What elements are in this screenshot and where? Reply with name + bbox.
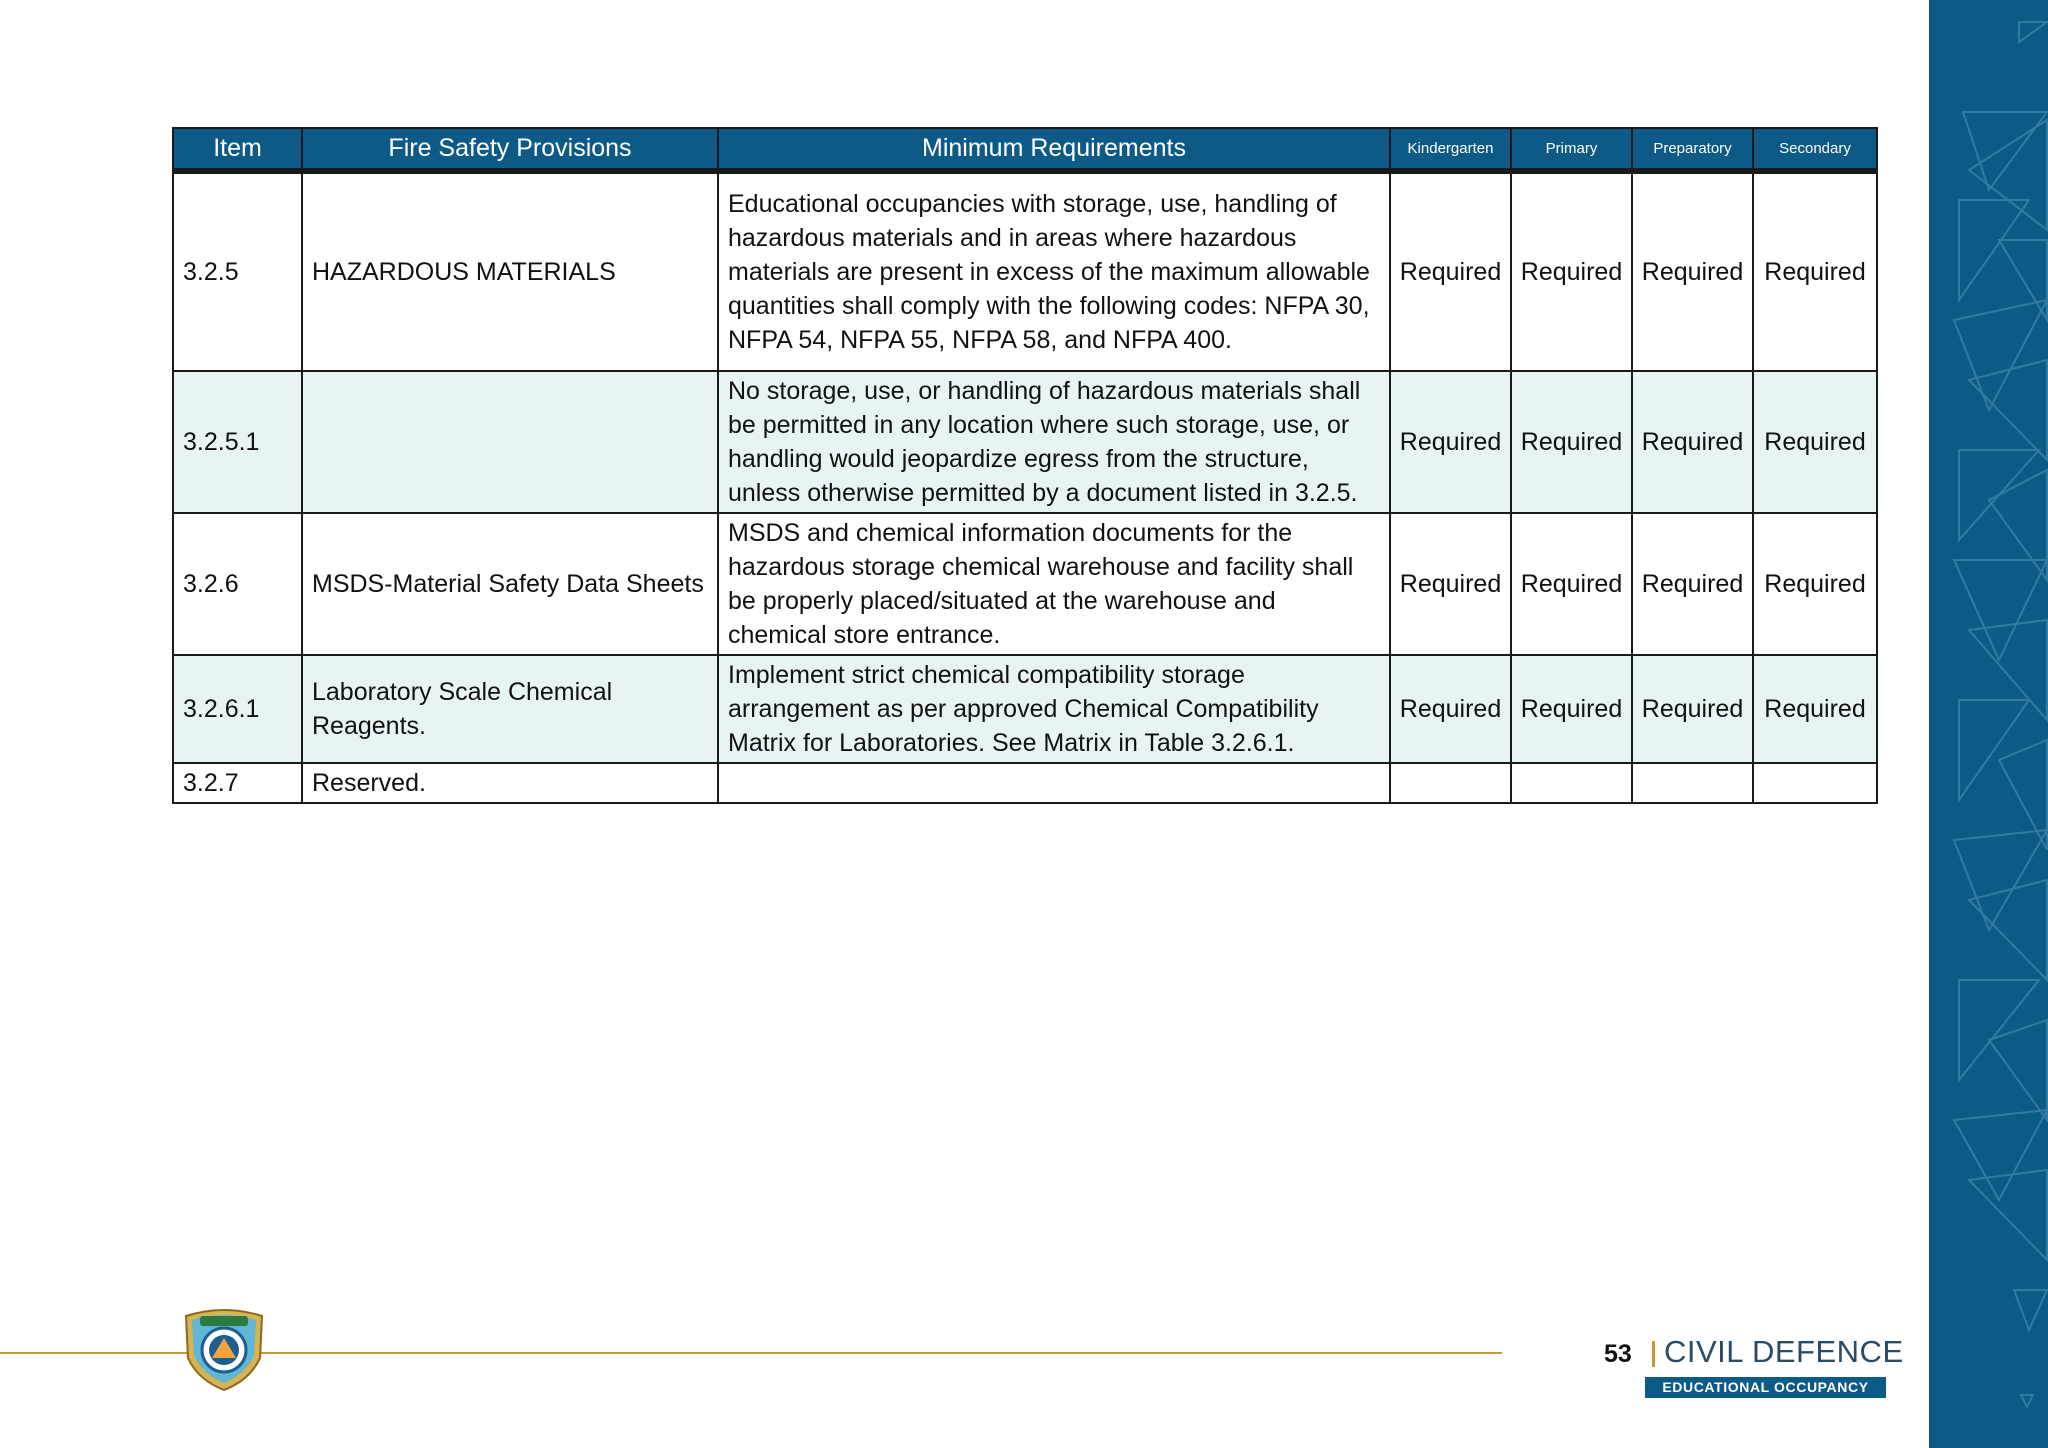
row-primary: Required [1511, 171, 1632, 371]
table-row [173, 371, 1877, 513]
footer-separator [1652, 1341, 1655, 1367]
row-preparatory: Required [1632, 513, 1753, 655]
row-provision: Reserved. [302, 763, 718, 803]
row-kindergarten: Required [1390, 655, 1511, 763]
row-primary: Required [1511, 513, 1632, 655]
row-secondary: Required [1753, 371, 1877, 513]
row-requirement: No storage, use, or handling of hazardous materials shall be permitted in any location where such storage, use, or handling would jeopardize egress from the structure, unless otherwise permitted by a document listed in 3.2.5. [718, 371, 1390, 513]
row-item: 3.2.7 [173, 763, 302, 803]
header-secondary: Secondary [1753, 128, 1877, 171]
table-row [173, 171, 1877, 371]
row-kindergarten [1390, 763, 1511, 803]
row-provision: HAZARDOUS MATERIALS [302, 171, 718, 371]
footer-subtitle-badge: EDUCATIONAL OCCUPANCY [1645, 1377, 1886, 1398]
row-primary: Required [1511, 655, 1632, 763]
fire-safety-table [172, 127, 1878, 804]
header-requirements: Minimum Requirements [718, 128, 1390, 171]
header-primary: Primary [1511, 128, 1632, 171]
decorative-side-band [1929, 0, 2048, 1448]
civil-defence-emblem-icon [180, 1308, 268, 1392]
row-primary: Required [1511, 371, 1632, 513]
row-preparatory: Required [1632, 371, 1753, 513]
footer-title: CIVIL DEFENCE [1664, 1334, 1904, 1369]
table-row [173, 763, 1877, 803]
header-item: Item [173, 128, 302, 171]
header-kindergarten: Kindergarten [1390, 128, 1511, 171]
row-requirement: Implement strict chemical compatibility storage arrangement as per approved Chemical Compatibility Matrix for Laboratories. See Matrix in Table 3.2.6.1. [718, 655, 1390, 763]
table-row [173, 655, 1877, 763]
row-secondary: Required [1753, 655, 1877, 763]
page-number: 53 [1604, 1340, 1632, 1368]
row-item: 3.2.5 [173, 171, 302, 371]
row-item: 3.2.5.1 [173, 371, 302, 513]
row-preparatory: Required [1632, 655, 1753, 763]
header-preparatory: Preparatory [1632, 128, 1753, 171]
row-provision: MSDS-Material Safety Data Sheets [302, 513, 718, 655]
row-secondary [1753, 763, 1877, 803]
row-provision [302, 371, 718, 513]
row-kindergarten: Required [1390, 171, 1511, 371]
row-item: 3.2.6.1 [173, 655, 302, 763]
table-header-row [173, 128, 1877, 171]
row-item: 3.2.6 [173, 513, 302, 655]
row-requirement: Educational occupancies with storage, use, handling of hazardous materials and in areas where hazardous materials are present in excess of the maximum allowable quantities shall comply with the following codes: NFPA 30, NFPA 54, NFPA 55, NFPA 58, and NFPA 400. [718, 171, 1390, 371]
header-provisions: Fire Safety Provisions [302, 128, 718, 171]
row-primary [1511, 763, 1632, 803]
row-requirement: MSDS and chemical information documents for the hazardous storage chemical warehouse and facility shall be properly placed/situated at the warehouse and chemical store entrance. [718, 513, 1390, 655]
triangle-pattern-icon [1929, 0, 2048, 1448]
row-requirement [718, 763, 1390, 803]
row-secondary: Required [1753, 513, 1877, 655]
row-kindergarten: Required [1390, 371, 1511, 513]
row-secondary: Required [1753, 171, 1877, 371]
row-preparatory: Required [1632, 171, 1753, 371]
row-kindergarten: Required [1390, 513, 1511, 655]
row-provision: Laboratory Scale Chemical Reagents. [302, 655, 718, 763]
row-preparatory [1632, 763, 1753, 803]
table-row [173, 513, 1877, 655]
